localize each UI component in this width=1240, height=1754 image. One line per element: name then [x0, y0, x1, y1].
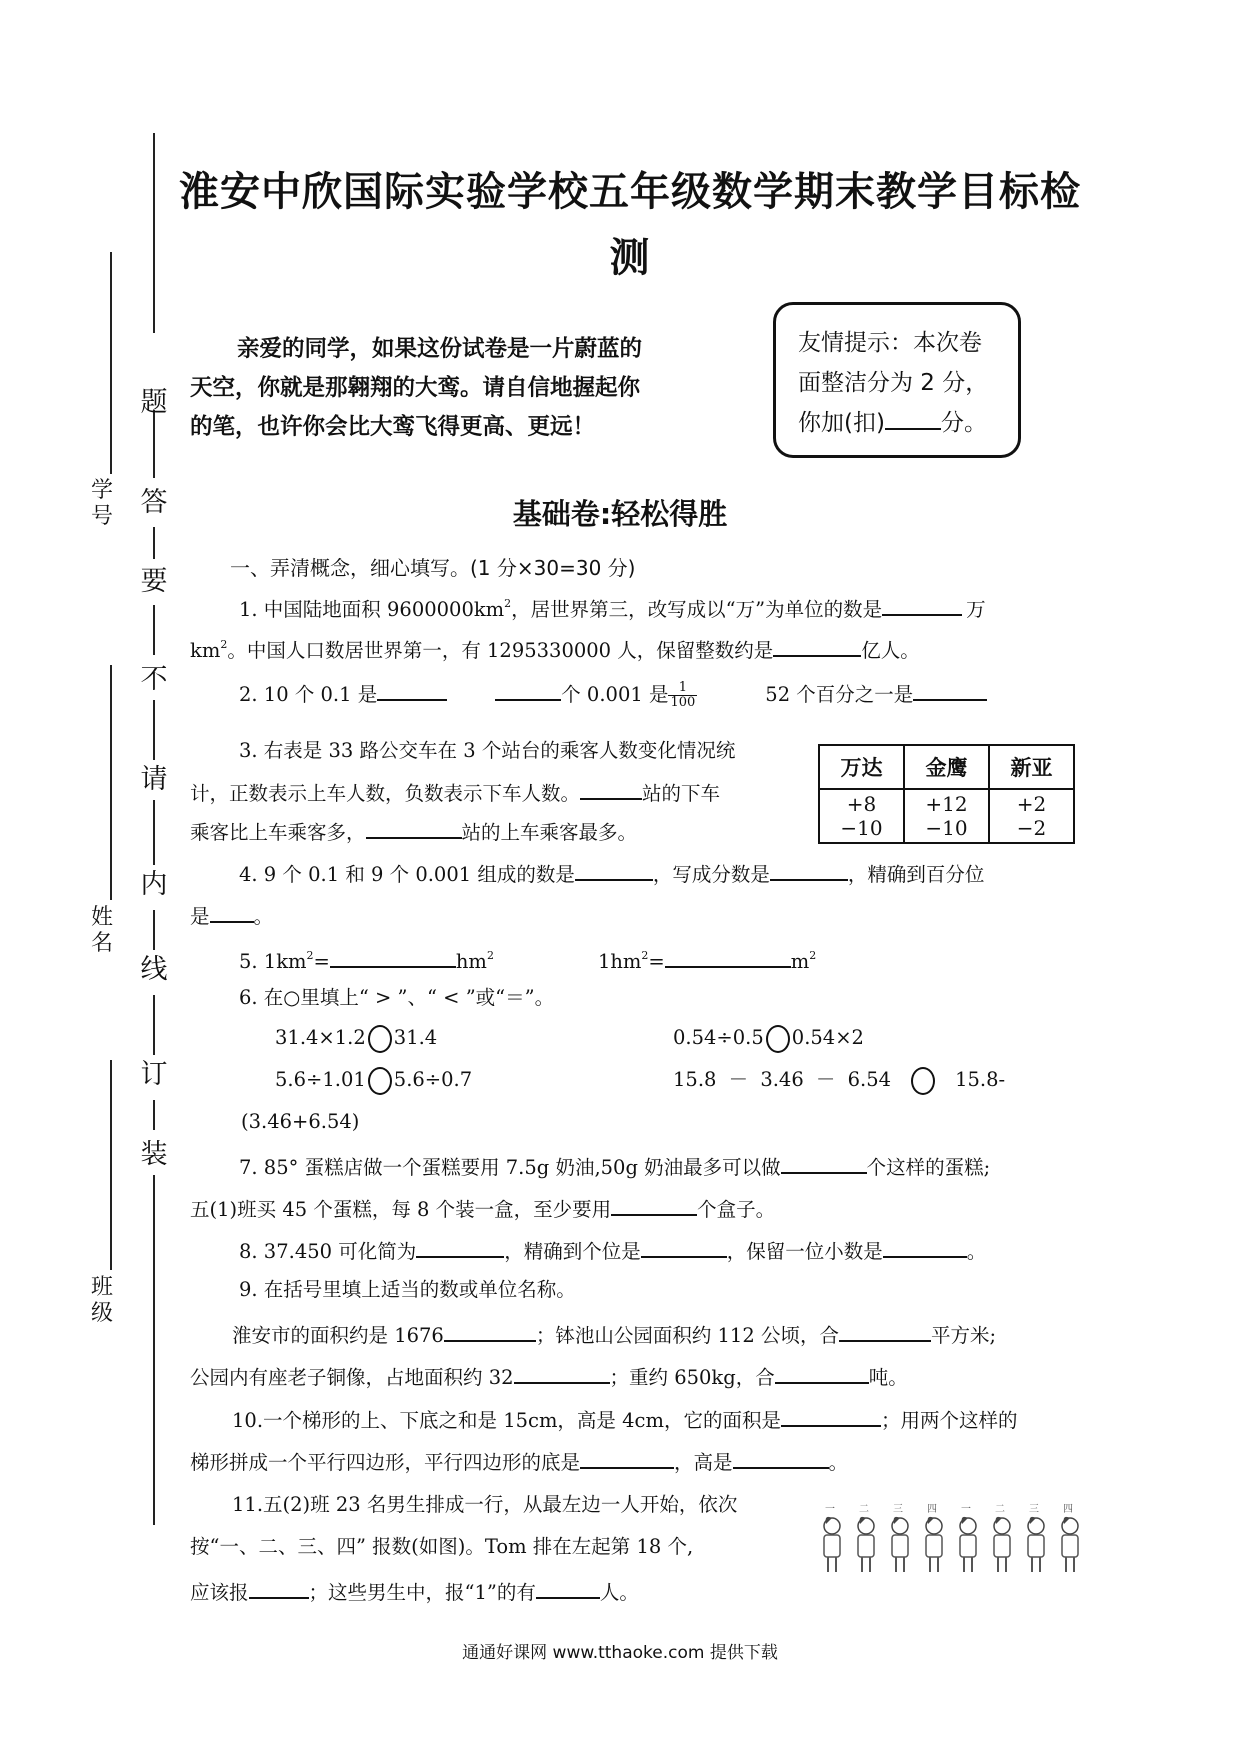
- q4-line1: [239, 857, 984, 889]
- sup-2: 2: [641, 949, 649, 962]
- sup-2: 2: [306, 949, 314, 962]
- count-label-6: 二: [995, 1504, 1005, 1515]
- q9-text-f: 吨。: [868, 1366, 908, 1389]
- tip-line1: 友情提示：本次卷: [798, 330, 982, 356]
- q11-blank2[interactable]: [536, 1575, 600, 1599]
- binding-line-8: [153, 1100, 155, 1130]
- bus-passenger-table: [818, 744, 1075, 844]
- q1-text-d: km: [190, 639, 221, 662]
- boy-figure-4: [926, 1517, 942, 1572]
- q9-text-b: ；钵池山公园面积约 112 公顷，合: [535, 1324, 839, 1347]
- q5-text-e: =: [648, 950, 665, 973]
- q2-line: [239, 677, 987, 710]
- q5-line: [239, 944, 816, 976]
- table-header: 金鹰: [904, 745, 989, 789]
- q7-text-a: 7. 85° 蛋糕店做一个蛋糕要用 7.5g 奶油,50g 奶油最多可以做: [239, 1156, 781, 1179]
- cell-value: −10: [925, 816, 968, 840]
- binding-line-4: [153, 700, 155, 760]
- q4-blank1[interactable]: [575, 857, 653, 881]
- q8-blank2[interactable]: [641, 1234, 727, 1258]
- binding-char-zhuang: 装: [140, 1139, 168, 1170]
- q4-text-d: 是: [190, 905, 210, 928]
- binding-char-bu: 不: [140, 664, 168, 695]
- q2-text-b: 个 0.001 是: [561, 683, 669, 706]
- binding-line-5: [153, 800, 155, 865]
- q6-expr2: [673, 1024, 864, 1053]
- q1-line1: [239, 592, 986, 624]
- q1-text-f: 亿人。: [861, 639, 920, 662]
- sup-2: 2: [220, 638, 228, 651]
- q7-blank1[interactable]: [781, 1150, 867, 1174]
- footer-credit: 通通好课网 www.tthaoke.com 提供下载: [462, 1643, 778, 1663]
- q4-blank2[interactable]: [770, 857, 848, 881]
- q10-blank3[interactable]: [733, 1445, 829, 1469]
- q7-blank2[interactable]: [611, 1192, 697, 1216]
- q3-text-c: 乘客比上车乘客多，: [190, 821, 366, 844]
- compare-circle[interactable]: [368, 1067, 392, 1095]
- q6-expr1: [275, 1024, 437, 1053]
- q6-expr4: [673, 1066, 1005, 1095]
- q11-text-a: 应该报: [190, 1581, 249, 1604]
- fraction-numerator: 1: [668, 681, 697, 696]
- count-label-5: 一: [961, 1504, 971, 1515]
- binding-char-xian: 线: [140, 954, 168, 985]
- fraction-denominator: 100: [670, 695, 696, 710]
- boy-figure-7: [1028, 1517, 1044, 1572]
- greeting-line3: 的笔，也许你会比大鸾飞得更高、更远！: [190, 414, 596, 440]
- compare-circle[interactable]: [368, 1025, 392, 1053]
- q9-text-a: 淮安市的面积约是 1676: [232, 1324, 444, 1347]
- q11-line1: 11.五(2)班 23 名男生排成一行，从最左边一人开始，依次: [232, 1493, 738, 1516]
- q3-text-b: 站的下车: [642, 782, 721, 805]
- q9-title: 9. 在括号里填上适当的数或单位名称。: [239, 1278, 576, 1301]
- cell-value: +12: [925, 792, 968, 816]
- q1-text-c: 万: [966, 598, 986, 621]
- q6-expr4-left: 15.8 － 3.46 － 6.54: [673, 1068, 892, 1091]
- binding-line-3: [153, 605, 155, 655]
- q10-text-d: ，高是: [674, 1451, 733, 1474]
- binding-char-ti: 题: [140, 387, 168, 418]
- q3-line1: 3. 右表是 33 路公交车在 3 个站台的乘客人数变化情况统: [239, 739, 736, 762]
- q6-expr4-cont: (3.46+6.54): [241, 1110, 360, 1133]
- q3-blank1[interactable]: [580, 776, 642, 800]
- q6-expr3-left: 5.6÷1.01: [275, 1068, 366, 1091]
- q5-text-d: 1hm: [597, 950, 642, 973]
- q1-text-e: 。中国人口数居世界第一，有 1295330000 人，保留整数约是: [227, 639, 774, 662]
- q10-line2: [190, 1445, 848, 1477]
- count-label-3: 三: [893, 1504, 903, 1515]
- q8-text-a: 8. 37.450 可化简为: [239, 1240, 417, 1263]
- binding-line-7: [153, 995, 155, 1055]
- q10-text-a: 10.一个梯形的上、下底之和是 15cm，高是 4cm，它的面积是: [232, 1409, 781, 1432]
- q8-blank3[interactable]: [883, 1234, 967, 1258]
- q1-line2: [190, 633, 920, 665]
- count-label-1: 一: [825, 1504, 835, 1515]
- q7-text-d: 个盒子。: [697, 1198, 776, 1221]
- q6-expr1-right: 31.4: [393, 1026, 438, 1049]
- q10-text-b: ；用两个这样的: [880, 1409, 1018, 1432]
- tip-line2: 面整洁分为 2 分，: [798, 370, 989, 396]
- student-name-line: [110, 665, 112, 900]
- q3-blank2[interactable]: [366, 815, 462, 839]
- q10-text-e: 。: [828, 1451, 849, 1474]
- sup-2: 2: [809, 949, 817, 962]
- tip-line3-post: 分。: [940, 410, 987, 436]
- binding-line-bottom: [153, 1175, 155, 1525]
- q10-line1: [232, 1403, 1017, 1435]
- cell-value: +2: [1016, 792, 1047, 816]
- q4-text-e: 。: [253, 905, 274, 928]
- q6-expr3: [275, 1066, 472, 1095]
- boy-figure-8: [1062, 1517, 1078, 1572]
- binding-char-ding: 订: [140, 1059, 168, 1090]
- boy-figure-5: [960, 1517, 976, 1572]
- count-label-4: 四: [927, 1504, 937, 1515]
- q4-text-b: ，写成分数是: [652, 863, 770, 886]
- cell-value: +8: [846, 792, 877, 816]
- q5-text-c: hm: [455, 950, 487, 973]
- q10-blank1[interactable]: [781, 1403, 881, 1427]
- fraction-1-100: [668, 681, 697, 710]
- q9-line2: [232, 1318, 996, 1350]
- greeting-line2: 天空，你就是那翱翔的大鸾。请自信地握起你: [190, 375, 641, 401]
- page-title-line1: 淮安中欣国际实验学校五年级数学期末教学目标检: [179, 169, 1081, 215]
- cell-value: −2: [1016, 816, 1047, 840]
- binding-char-da: 答: [140, 487, 168, 518]
- student-name-label: 姓名: [90, 905, 113, 956]
- table-row: [819, 789, 1074, 843]
- q5-text-f: m: [790, 950, 810, 973]
- tip-blank[interactable]: [885, 406, 941, 430]
- q3-text-d: 站的上车乘客最多。: [461, 821, 638, 844]
- q6-expr2-right: 0.54×2: [791, 1026, 864, 1049]
- table-header-row: [819, 745, 1074, 789]
- q9-blank1[interactable]: [444, 1318, 536, 1342]
- q11-line3: [190, 1575, 639, 1607]
- binding-char-yao: 要: [140, 566, 168, 597]
- q8-text-c: ，保留一位小数是: [726, 1240, 883, 1263]
- compare-circle[interactable]: [911, 1067, 935, 1095]
- q9-text-e: ；重约 650kg，合: [609, 1366, 775, 1389]
- student-id-label: 学号: [90, 478, 113, 529]
- q3-text-a: 计，正数表示上车人数，负数表示下车人数。: [190, 782, 581, 805]
- tip-box: [773, 302, 1021, 458]
- boy-figure-6: [994, 1517, 1010, 1572]
- boy-figure-1: [824, 1517, 840, 1572]
- q2-blank2[interactable]: [495, 677, 561, 701]
- part1-score: (1 分×30=30 分): [470, 556, 636, 580]
- q2-text-c: 52 个百分之一是: [765, 683, 914, 706]
- q5-blank1[interactable]: [330, 944, 456, 968]
- q7-line1: [239, 1150, 990, 1182]
- compare-circle[interactable]: [766, 1025, 790, 1053]
- q7-text-c: 五(1)班买 45 个蛋糕，每 8 个装一盒，至少要用: [190, 1198, 612, 1221]
- q9-blank2[interactable]: [839, 1318, 931, 1342]
- cell-value: −10: [840, 816, 883, 840]
- q8-text-b: ，精确到个位是: [504, 1240, 641, 1263]
- page-title-line2: 测: [609, 235, 651, 281]
- binding-char-qing: 请: [140, 764, 168, 795]
- count-label-8: 四: [1063, 1504, 1073, 1515]
- q4-text-c: ，精确到百分位: [847, 863, 985, 886]
- q7-text-b: 个这样的蛋糕;: [866, 1156, 991, 1179]
- q9-blank4[interactable]: [775, 1360, 869, 1384]
- q2-text-a: 2. 10 个 0.1 是: [239, 683, 378, 706]
- part1-title: 一、弄清概念，细心填写。: [230, 556, 470, 580]
- q8-line: [239, 1234, 986, 1266]
- tip-line3-pre: 你加(扣): [798, 410, 885, 436]
- q5-text-b: =: [313, 950, 330, 973]
- q5-text-a: 5. 1km: [239, 950, 307, 973]
- table-cell: [904, 789, 989, 843]
- boy-figure-2: [858, 1517, 874, 1572]
- q4-line2: [190, 899, 273, 931]
- q5-blank2[interactable]: [665, 944, 791, 968]
- q9-text-c: 平方米;: [930, 1324, 997, 1347]
- boy-figure-3: [892, 1517, 908, 1572]
- q6-expr1-left: 31.4×1.2: [275, 1026, 366, 1049]
- binding-line-1: [153, 410, 155, 478]
- count-label-7: 三: [1029, 1504, 1039, 1515]
- q2-blank3[interactable]: [913, 677, 987, 701]
- q11-line2: 按“一、二、三、四” 报数(如图)。Tom 排在左起第 18 个,: [190, 1535, 694, 1558]
- q6-expr3-right: 5.6÷0.7: [393, 1068, 473, 1091]
- count-label-2: 二: [859, 1504, 869, 1515]
- part1-heading: [230, 554, 635, 582]
- student-class-line: [110, 1060, 112, 1270]
- q9-blank3[interactable]: [514, 1360, 610, 1384]
- q4-text-a: 4. 9 个 0.1 和 9 个 0.001 组成的数是: [239, 863, 575, 886]
- q1-blank2[interactable]: [773, 633, 861, 657]
- table-header: 新亚: [989, 745, 1074, 789]
- q8-blank1[interactable]: [416, 1234, 504, 1258]
- q8-text-d: 。: [966, 1240, 987, 1263]
- q4-blank3[interactable]: [210, 899, 254, 923]
- table-cell: [819, 789, 904, 843]
- student-class-label: 班级: [90, 1275, 113, 1326]
- q6-expr4-right: 15.8-: [955, 1068, 1006, 1091]
- q6-title: 6. 在○里填上“ > ”、“ < ”或“＝”。: [239, 986, 555, 1009]
- tip-line3: [798, 403, 1000, 443]
- q3-line3: [190, 815, 637, 847]
- boys-counting-illustration: [815, 1500, 1095, 1580]
- q9-line3: [190, 1360, 908, 1392]
- sup-2: 2: [504, 597, 512, 610]
- q7-line2: [190, 1192, 775, 1224]
- q11-text-b: ；这些男生中，报“1”的有: [308, 1581, 536, 1604]
- sup-2: 2: [486, 949, 494, 962]
- q11-blank1[interactable]: [249, 1575, 309, 1599]
- section-title: 基础卷:轻松得胜: [512, 497, 728, 531]
- binding-char-nei: 内: [140, 869, 168, 900]
- q1-blank1[interactable]: [882, 592, 962, 616]
- q2-blank1[interactable]: [377, 677, 447, 701]
- q10-blank2[interactable]: [580, 1445, 674, 1469]
- greeting-line1: 亲爱的同学，如果这份试卷是一片蔚蓝的: [237, 336, 643, 362]
- boys-row-image: [815, 1500, 1095, 1580]
- q10-text-c: 梯形拼成一个平行四边形，平行四边形的底是: [190, 1451, 581, 1474]
- q3-line2: [190, 776, 720, 808]
- q1-text-b: ，居世界第三，改写成以“万”为单位的数是: [511, 598, 883, 621]
- q9-text-d: 公园内有座老子铜像，占地面积约 32: [190, 1366, 514, 1389]
- q6-expr2-left: 0.54÷0.5: [673, 1026, 764, 1049]
- student-id-line: [110, 252, 112, 474]
- table-header: 万达: [819, 745, 904, 789]
- table-cell: [989, 789, 1074, 843]
- q11-text-c: 人。: [599, 1581, 639, 1604]
- binding-line-6: [153, 910, 155, 950]
- q1-text-a: 1. 中国陆地面积 9600000km: [239, 598, 505, 621]
